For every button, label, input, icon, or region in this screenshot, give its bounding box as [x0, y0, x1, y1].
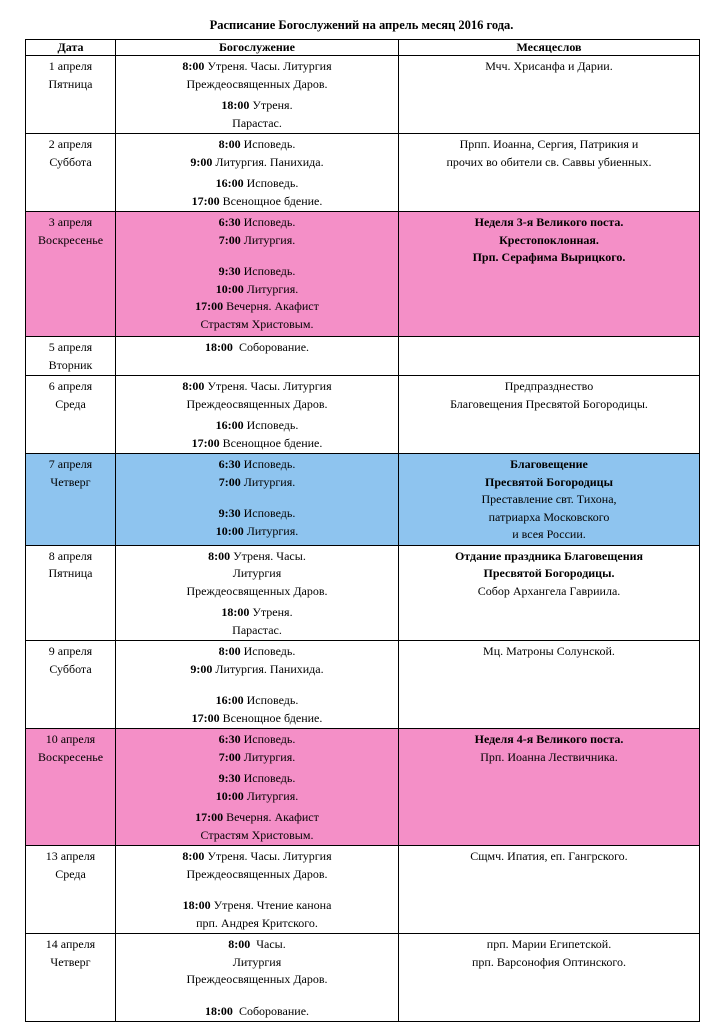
service-time: 6:30 — [218, 215, 241, 229]
date-cell — [26, 846, 116, 934]
service-time: 17:00 — [191, 435, 220, 450]
service-time: 7:00 — [218, 474, 241, 489]
service-text: Исповедь. — [240, 771, 296, 785]
calendar-cell — [399, 846, 700, 934]
service-time: 16:00 — [215, 418, 244, 432]
date-cell — [26, 134, 116, 212]
weekday: Среда — [55, 396, 86, 411]
date-cell — [26, 56, 116, 134]
date-cell — [26, 934, 116, 1022]
date-cell — [26, 212, 116, 337]
service-cell — [116, 454, 399, 546]
service-cell — [116, 376, 399, 454]
service-cell — [116, 846, 399, 934]
service-text: Парастас. — [232, 622, 282, 637]
service-time: 10:00 — [215, 788, 244, 803]
date: 1 апреля — [48, 59, 93, 73]
table-row — [26, 641, 700, 729]
service-text: Соборование. — [232, 1003, 310, 1018]
service-text: Исповедь. — [240, 137, 296, 151]
schedule-table — [25, 39, 700, 1022]
service-text: Вечерня. Акафист — [223, 299, 319, 313]
date: 2 апреля — [48, 137, 93, 151]
calendar-cell — [399, 454, 700, 546]
service-text: Утреня. Чтение канона — [210, 898, 332, 912]
service-time: 18:00 — [221, 605, 250, 619]
table-header-row — [26, 40, 700, 56]
service-time: 6:30 — [218, 457, 241, 471]
weekday: Суббота — [49, 154, 92, 169]
calendar-cell — [399, 56, 700, 134]
feast-title: Пресвятой Богородицы. — [483, 566, 615, 580]
service-text: Соборование. — [232, 340, 310, 354]
service-time: 9:30 — [218, 771, 241, 785]
service-time: 17:00 — [191, 710, 220, 725]
date: 6 апреля — [48, 379, 93, 393]
service-time: 8:00 — [218, 137, 241, 151]
calendar-cell — [399, 212, 700, 337]
service-text: Страстям Христовым. — [200, 827, 314, 842]
service-time: 8:00 — [218, 644, 241, 658]
table-row — [26, 729, 700, 846]
service-time: 17:00 — [191, 193, 220, 208]
service-text: Литургия. — [240, 232, 296, 247]
saint-text: Преставление свт. Тихона, — [481, 492, 617, 506]
service-text: Преждеосвященных Даров. — [186, 866, 328, 881]
saint-text: и всея России. — [512, 527, 586, 541]
calendar-cell — [399, 337, 700, 376]
header-service: Богослужение — [116, 40, 399, 56]
service-time: 8:00 — [182, 59, 205, 73]
service-cell — [116, 337, 399, 376]
service-text: Утреня. — [249, 98, 293, 112]
service-text: Утреня. Часы. Литургия — [204, 59, 332, 73]
saint-text: прп. Варсонофия Оптинского. — [472, 954, 626, 969]
service-text: Исповедь. — [243, 693, 299, 707]
service-text: Всенощное бдение. — [219, 193, 323, 208]
service-cell — [116, 545, 399, 641]
service-text: Исповедь. — [240, 506, 296, 520]
service-time: 10:00 — [215, 523, 244, 538]
service-time: 18:00 — [204, 1003, 233, 1018]
service-time: 8:00 — [182, 379, 205, 393]
weekday: Воскресенье — [37, 232, 104, 247]
service-text: Литургия. — [243, 788, 299, 803]
calendar-cell — [399, 545, 700, 641]
service-time: 9:30 — [218, 264, 241, 278]
service-time: 9:30 — [218, 506, 241, 520]
date-cell — [26, 545, 116, 641]
page-title: Расписание Богослужений на апрель месяц 2016 года. — [209, 18, 514, 32]
calendar-cell — [399, 729, 700, 846]
service-cell — [116, 641, 399, 729]
service-time: 7:00 — [218, 749, 241, 764]
service-time: 18:00 — [204, 340, 233, 354]
feast-title: Прп. Серафима Вырицкого. — [472, 250, 626, 264]
saint-text: Прпп. Иоанна, Сергия, Патрикия и — [459, 137, 639, 151]
date-cell — [26, 454, 116, 546]
weekday: Суббота — [49, 661, 92, 676]
service-text: Литургия. — [240, 474, 296, 489]
date-cell — [26, 376, 116, 454]
table-row — [26, 376, 700, 454]
service-text: Преждеосвященных Даров. — [186, 583, 328, 598]
calendar-cell — [399, 934, 700, 1022]
service-cell — [116, 134, 399, 212]
service-text: Парастас. — [232, 115, 282, 130]
service-time: 9:00 — [190, 661, 213, 676]
table-row — [26, 56, 700, 134]
service-time: 6:30 — [218, 732, 241, 746]
service-text: Литургия. — [243, 281, 299, 296]
service-cell — [116, 729, 399, 846]
date: 10 апреля — [45, 732, 96, 746]
service-cell — [116, 934, 399, 1022]
date-cell — [26, 337, 116, 376]
service-text: Утреня. — [249, 605, 293, 619]
feast-title: Отдание праздника Благовещения — [454, 548, 644, 563]
service-text: Утреня. Часы. Литургия — [204, 379, 332, 393]
service-text: Исповедь. — [240, 215, 296, 229]
date: 3 апреля — [48, 215, 93, 229]
service-time: 9:00 — [190, 154, 213, 169]
service-time: 8:00 — [182, 849, 205, 863]
service-text: Всенощное бдение. — [219, 435, 323, 450]
date: 13 апреля — [45, 849, 96, 863]
service-text: прп. Андрея Критского. — [196, 915, 318, 930]
service-text: Вечерня. Акафист — [223, 810, 319, 824]
weekday: Вторник — [48, 357, 93, 372]
weekday: Четверг — [50, 954, 91, 969]
feast-title: Крестопоклонная. — [499, 232, 599, 247]
service-text: Литургия. — [243, 523, 299, 538]
service-text: Литургия. Панихида. — [212, 661, 324, 676]
saint-text: Благовещения Пресвятой Богородицы. — [450, 396, 648, 411]
saint-text: прп. Марии Египетской. — [486, 937, 612, 951]
date: 14 апреля — [45, 937, 96, 951]
service-text: Литургия — [232, 954, 282, 969]
date: 8 апреля — [48, 548, 93, 563]
saint-text: патриарха Московского — [488, 509, 610, 524]
service-text: Литургия. — [240, 749, 296, 764]
weekday: Среда — [55, 866, 86, 881]
weekday: Пятница — [48, 566, 93, 580]
date-cell — [26, 641, 116, 729]
saint-text: Предпразднество — [504, 379, 594, 393]
service-text: Утреня. Часы. — [230, 548, 306, 563]
saint-text: Сщмч. Ипатия, еп. Гангрского. — [470, 849, 628, 863]
feast-title: Благовещение — [510, 457, 588, 471]
date-cell — [26, 729, 116, 846]
service-text: Литургия — [232, 566, 282, 580]
table-row — [26, 337, 700, 376]
service-text: Литургия. Панихида. — [212, 154, 324, 169]
service-time: 16:00 — [215, 176, 244, 190]
service-time: 18:00 — [182, 898, 211, 912]
service-time: 18:00 — [221, 98, 250, 112]
service-cell — [116, 56, 399, 134]
table-row — [26, 134, 700, 212]
feast-title: Неделя 3-я Великого поста. — [474, 215, 624, 229]
header-calendar: Месяцеслов — [399, 40, 700, 56]
service-text: Исповедь. — [240, 732, 296, 746]
service-time: 17:00 — [195, 810, 224, 824]
header-date: Дата — [26, 40, 116, 56]
service-text: Исповедь. — [240, 457, 296, 471]
weekday: Пятница — [48, 76, 93, 91]
service-time: 7:00 — [218, 232, 241, 247]
saint-text: Мчч. Хрисанфа и Дарии. — [485, 59, 613, 73]
table-row — [26, 934, 700, 1022]
service-text: Утреня. Часы. Литургия — [204, 849, 332, 863]
service-text: Преждеосвященных Даров. — [186, 396, 328, 411]
calendar-cell — [399, 376, 700, 454]
saint-text: Мц. Матроны Солунской. — [483, 644, 615, 658]
calendar-cell — [399, 641, 700, 729]
service-time: 8:00 — [228, 937, 251, 951]
date: 5 апреля — [48, 340, 93, 354]
feast-title: Пресвятой Богородицы — [485, 474, 613, 489]
saint-text: Прп. Иоанна Лествичника. — [480, 749, 618, 764]
service-text: Исповедь. — [243, 418, 299, 432]
service-text: Всенощное бдение. — [219, 710, 323, 725]
service-time: 16:00 — [215, 693, 244, 707]
service-time: 17:00 — [195, 299, 224, 313]
service-time: 8:00 — [208, 548, 231, 563]
service-text: Страстям Христовым. — [200, 316, 314, 331]
service-text: Часы. — [250, 937, 286, 951]
weekday: Воскресенье — [37, 749, 104, 764]
date: 7 апреля — [48, 457, 93, 471]
service-text: Преждеосвященных Даров. — [186, 76, 328, 91]
date: 9 апреля — [48, 644, 93, 658]
table-row — [26, 545, 700, 641]
table-row — [26, 454, 700, 546]
service-time: 10:00 — [215, 281, 244, 296]
service-text: Исповедь. — [240, 644, 296, 658]
service-text: Исповедь. — [243, 176, 299, 190]
service-text: Преждеосвященных Даров. — [186, 972, 328, 986]
feast-title: Неделя 4-я Великого поста. — [474, 732, 624, 746]
table-row — [26, 846, 700, 934]
calendar-cell — [399, 134, 700, 212]
service-text: Исповедь. — [240, 264, 296, 278]
saint-text: Собор Архангела Гавриила. — [477, 583, 621, 598]
saint-text: прочих во обители св. Саввы убиенных. — [446, 154, 652, 169]
weekday: Четверг — [50, 474, 91, 489]
service-cell — [116, 212, 399, 337]
table-row — [26, 212, 700, 337]
